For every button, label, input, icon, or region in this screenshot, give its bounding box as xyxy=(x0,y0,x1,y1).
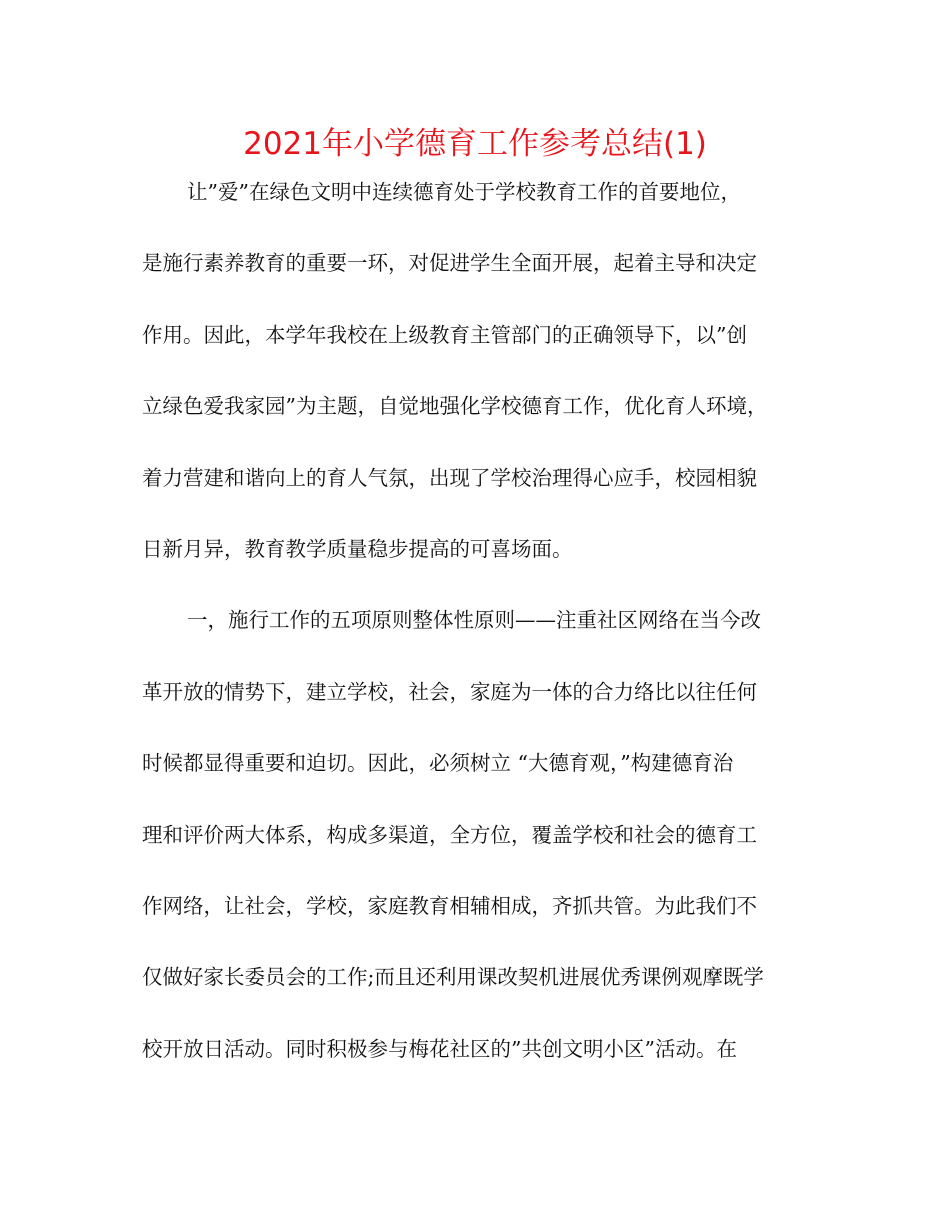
paragraph-line: 校开放日活动。同时积极参与梅花社区的”共创文明小区”活动。在 xyxy=(142,1036,737,1061)
paragraph-line: 理和评价两大体系，构成多渠道，全方位，覆盖学校和社会的德育工 xyxy=(142,822,757,847)
paragraph-line: 作网络，让社会，学校，家庭教育相辅相成，齐抓共管。为此我们不 xyxy=(142,893,757,918)
paragraph-line: 立绿色爱我家园”为主题，自觉地强化学校德育工作，优化育人环境， xyxy=(142,394,768,419)
paragraph-line: 革开放的情势下，建立学校，社会，家庭为一体的合力络比以往任何 xyxy=(142,679,757,704)
paragraph-line: 是施行素养教育的重要一环，对促进学生全面开展，起着主导和决定 xyxy=(142,251,757,276)
paragraph-line: 作用。因此，本学年我校在上级教育主管部门的正确领导下，以”创 xyxy=(142,322,747,347)
paragraph-line: 着力营建和谐向上的育人气氛，出现了学校治理得心应手，校园相貌 xyxy=(142,465,757,490)
paragraph-line: 仅做好家长委员会的工作;而且还利用课改契机进展优秀课例观摩既学 xyxy=(142,965,764,990)
paragraph-line: 日新月异，教育教学质量稳步提高的可喜场面。 xyxy=(142,536,573,561)
paragraph-line: 让”爱”在绿色文明中连续德育处于学校教育工作的首要地位， xyxy=(187,180,741,204)
paragraph-line: 时候都显得重要和迫切。因此，必须树立 “大德育观，”构建德育治 xyxy=(142,751,734,776)
document-body xyxy=(142,162,810,1090)
paragraph-line: 一，施行工作的五项原则整体性原则——注重社区网络在当今改 xyxy=(187,608,761,633)
document-title: 2021年小学德育工作参考总结(1) xyxy=(243,126,707,162)
